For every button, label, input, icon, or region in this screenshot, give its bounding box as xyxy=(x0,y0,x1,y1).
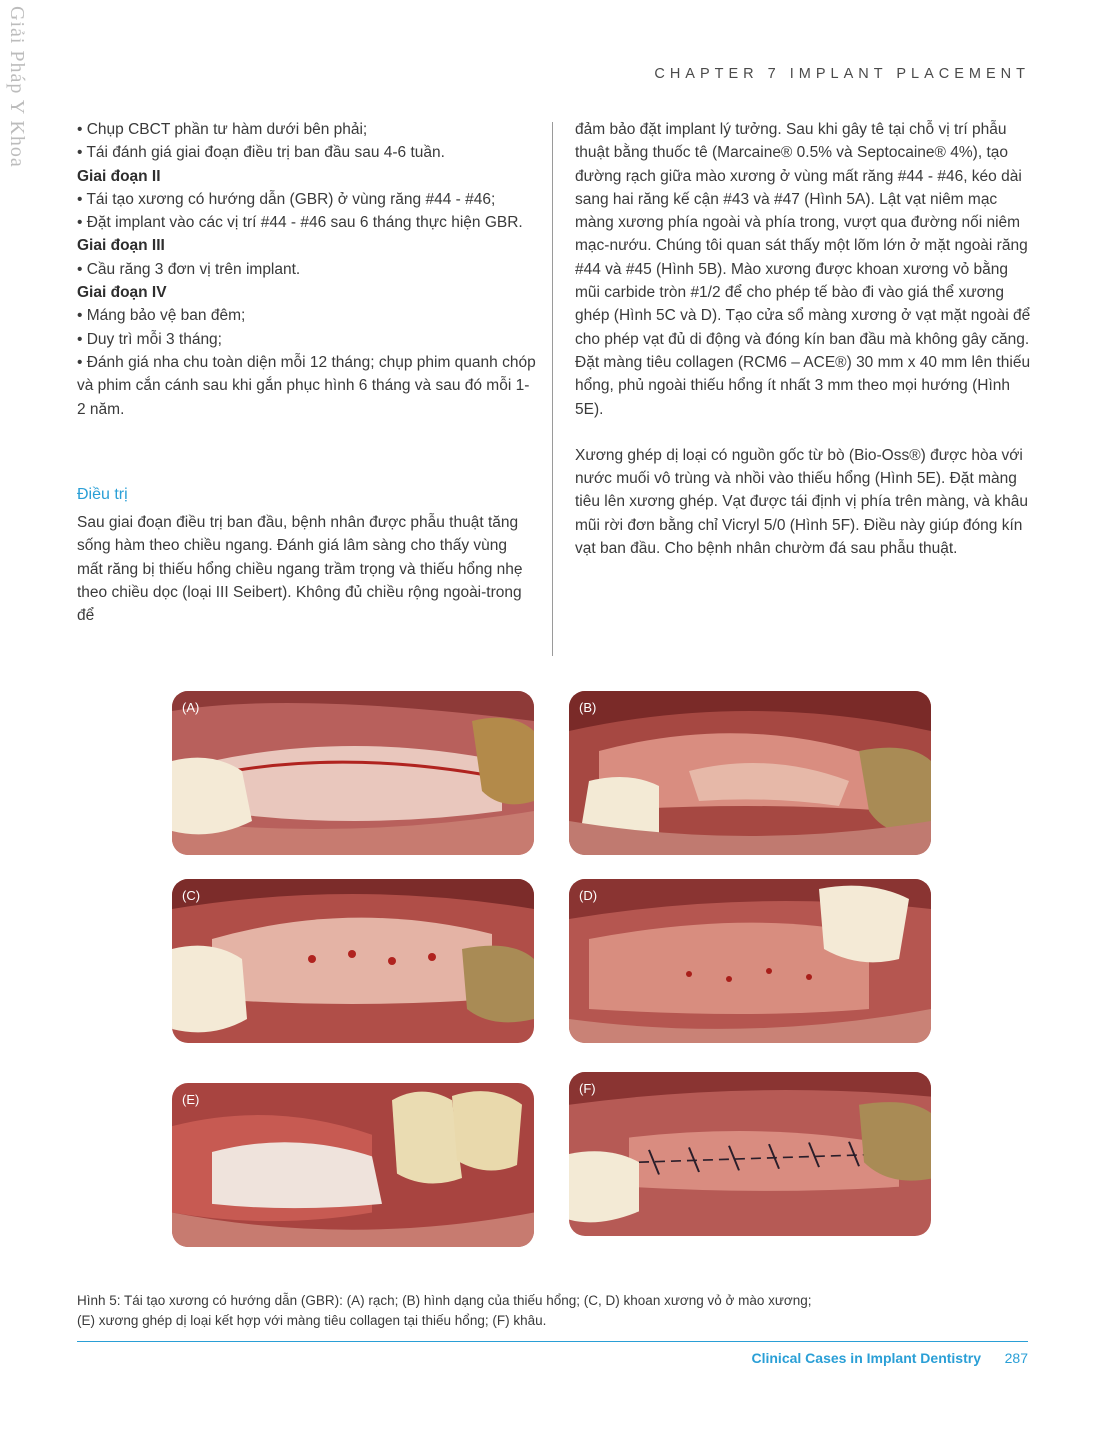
stage-2-heading: Giai đoạn II xyxy=(77,167,161,185)
decortication-photo-2 xyxy=(569,879,931,1043)
stage-4-heading: Giai đoạn IV xyxy=(77,284,167,302)
spacer xyxy=(77,421,537,483)
page-number: 287 xyxy=(1004,1350,1028,1366)
chapter-header: CHAPTER 7 IMPLANT PLACEMENT xyxy=(654,66,1030,82)
list-item: • Đánh giá nha chu toàn diện mỗi 12 tháng; chụp phim quanh chóp và phim cắn cánh sau khi gắn phục hình 6 tháng và sau đó mỗi 1-2 năm. xyxy=(77,351,537,421)
list-item: • Chụp CBCT phần tư hàm dưới bên phải; xyxy=(77,118,537,141)
list-item: • Máng bảo vệ ban đêm; xyxy=(77,304,537,327)
list-item: • Tái đánh giá giai đoạn điều trị ban đầu sau 4-6 tuần. xyxy=(77,141,537,164)
watermark: Giải Pháp Y Khoa xyxy=(6,6,28,168)
column-divider xyxy=(552,122,553,656)
photo-panel-e xyxy=(172,1083,534,1247)
list-item: • Đặt implant vào các vị trí #44 - #46 sau 6 tháng thực hiện GBR. xyxy=(77,211,537,234)
stage-3-heading: Giai đoạn III xyxy=(77,237,165,255)
graft-photo xyxy=(172,1083,534,1247)
photo-panel-f xyxy=(569,1072,931,1236)
photo-panel-b xyxy=(569,691,931,855)
right-column xyxy=(575,118,1035,560)
left-column xyxy=(77,118,537,628)
caption-line: (E) xương ghép dị loại kết hợp với màng tiêu collagen tại thiếu hổng; (F) khâu. xyxy=(77,1313,547,1328)
body-paragraph: Xương ghép dị loại có nguồn gốc từ bò (Bio-Oss®) được hòa với nước muối vô trùng và nhồi vào thiếu hổng (Hình 5E). Đặt màng tiêu lên xương ghép. Vạt được tái định vị phía trên màng, và khâu mũi rời đơn bằng chỉ Vicryl 5/0 (Hình 5F). Điều này giúp đóng kín vạt ban đầu. Cho bệnh nhân chườm đá sau phẫu thuật. xyxy=(575,446,1028,558)
decortication-photo xyxy=(172,879,534,1043)
panel-label: (C) xyxy=(182,888,201,903)
body-paragraph: Sau giai đoạn điều trị ban đầu, bệnh nhân được phẫu thuật tăng sống hàm theo chiều ngang. Đánh giá lâm sàng cho thấy vùng mất răng bị thiếu hổng chiều ngang trầm trọng và thiếu hổng nhẹ theo chiều dọc (loại III Seibert). Không đủ chiều rộng ngoài-trong để xyxy=(77,514,523,625)
spacer xyxy=(575,421,1035,444)
footer-rule xyxy=(77,1341,1028,1342)
photo-panel-c xyxy=(172,879,534,1043)
section-heading: Điều trị xyxy=(77,485,128,503)
figure-caption xyxy=(77,1291,1037,1331)
incision-photo xyxy=(172,691,534,855)
sutures-photo xyxy=(569,1072,931,1236)
list-item: • Tái tạo xương có hướng dẫn (GBR) ở vùng răng #44 - #46; xyxy=(77,188,537,211)
photo-panel-a xyxy=(172,691,534,855)
panel-label: (E) xyxy=(182,1092,200,1107)
list-item: • Duy trì mỗi 3 tháng; xyxy=(77,328,537,351)
body-paragraph: đảm bảo đặt implant lý tưởng. Sau khi gây tê tại chỗ vị trí phẫu thuật bằng thuốc tê (Marcaine® 0.5% và Septocaine® 4%), tạo đường rạch giữa mào xương ở vùng mất răng #44 - #46, kéo dài sang hai răng kế cận #43 và #47 (Hình 5A). Lật vạt niêm mạc màng xương phía ngoài và phía trong, vượt qua đường nối niêm mạc-nướu. Chúng tôi quan sát thấy một lõm lớn ở mặt ngoài răng #44 và #45 (Hình 5B). Mào xương được khoan xương vỏ bằng mũi carbide tròn #1/2 để cho phép tế bào đi vào giá thể xương ghép (Hình 5C và D). Tạo cửa sổ màng xương ở vạt mặt ngoài để cho phép vạt đủ di động và đóng kín ban đầu mà không gây căng. Đặt màng tiêu collagen (RCM6 – ACE®) 30 mm x 40 mm lên thiếu hổng, phủ ngoài thiếu hổng ít nhất 3 mm theo mọi hướng (Hình 5E). xyxy=(575,121,1031,418)
panel-label: (B) xyxy=(579,700,597,715)
panel-label: (A) xyxy=(182,700,200,715)
flap-photo xyxy=(569,691,931,855)
caption-line: Hình 5: Tái tạo xương có hướng dẫn (GBR): (A) rạch; (B) hình dạng của thiếu hổng; (C, D) khoan xương vỏ ở mào xương; xyxy=(77,1293,812,1308)
photo-panel-d xyxy=(569,879,931,1043)
panel-label: (F) xyxy=(579,1081,596,1096)
panel-label: (D) xyxy=(579,888,598,903)
footer-book-title: Clinical Cases in Implant Dentistry xyxy=(751,1350,981,1366)
list-item: • Cầu răng 3 đơn vị trên implant. xyxy=(77,258,537,281)
